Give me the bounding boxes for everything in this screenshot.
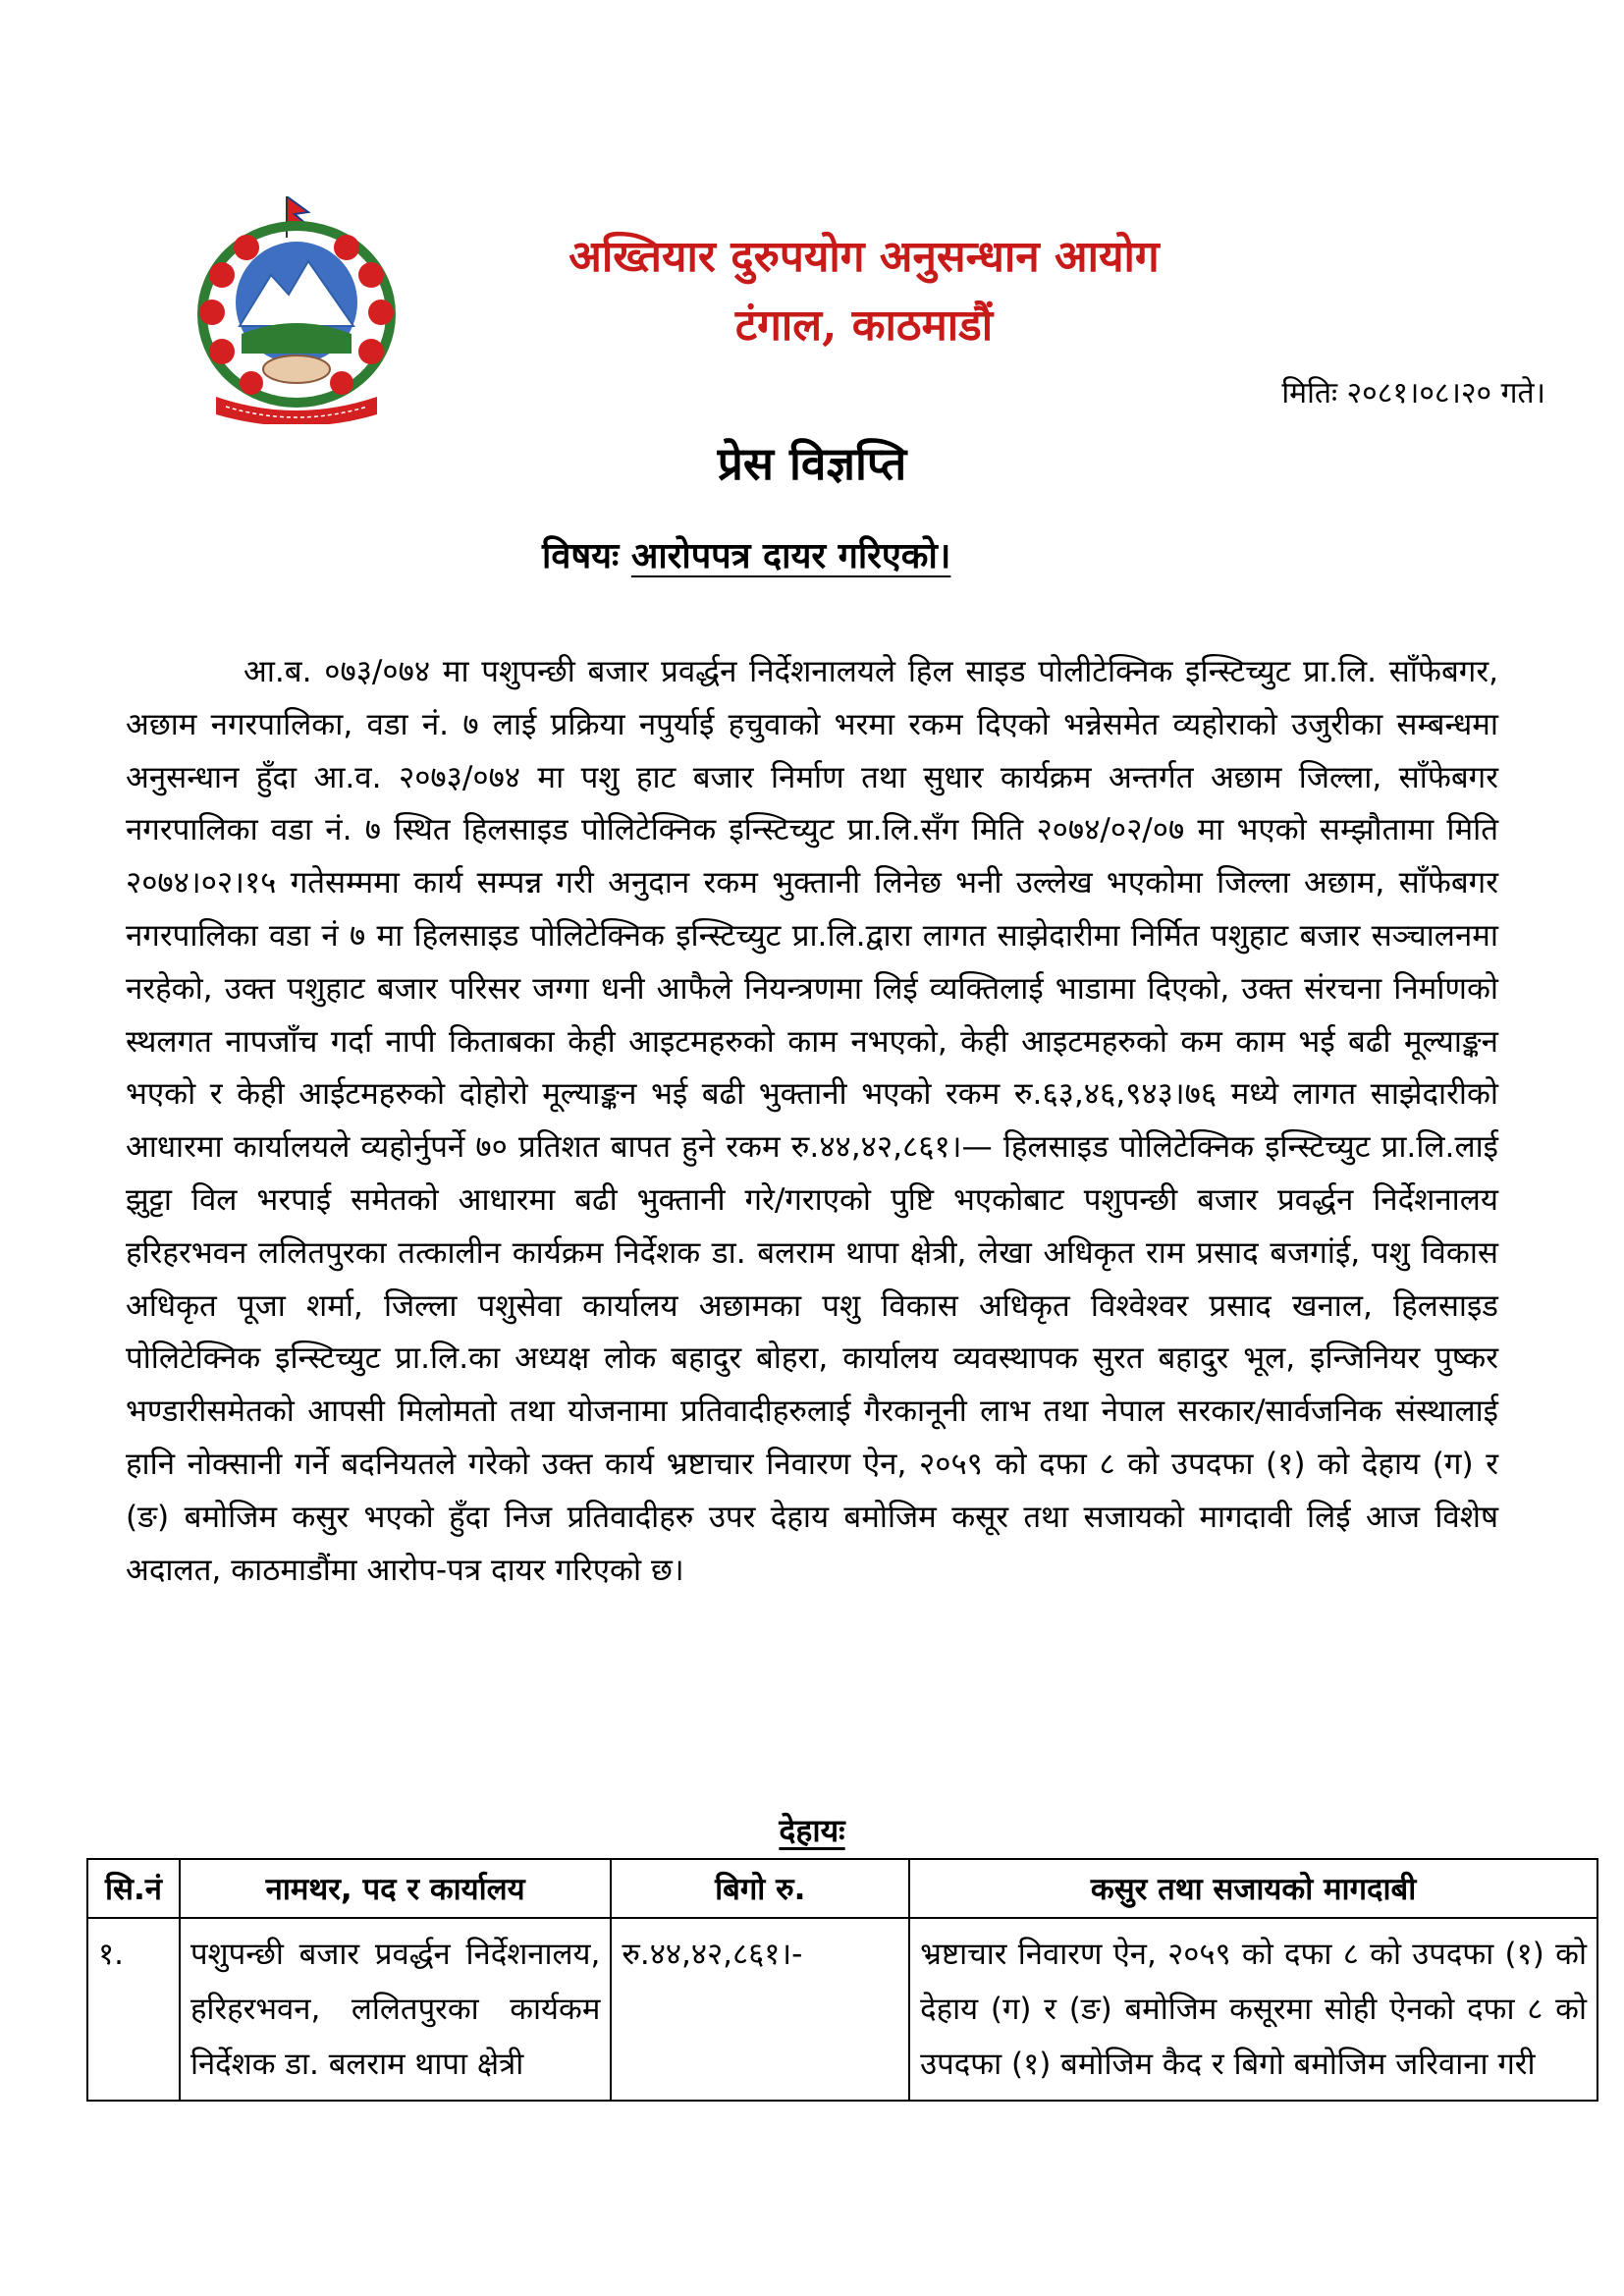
organization-address: टंगाल, काठमाडौं bbox=[734, 301, 994, 351]
header-name: नामथर, पद र कार्यालय bbox=[180, 1859, 611, 1918]
subject-value: आरोपपत्र दायर गरिएको। bbox=[630, 535, 951, 576]
page-title: प्रेस विज्ञप्ति bbox=[717, 437, 907, 490]
nepal-emblem-icon bbox=[192, 196, 401, 424]
table-caption: देहायः bbox=[779, 1812, 845, 1849]
cell-amount: रु.४४,४२,८६१।- bbox=[611, 1918, 909, 2101]
cell-charge: भ्रष्टाचार निवारण ऐन, २०५९ को दफा ८ को उपदफा (१) को देहाय (ग) र (ङ) बमोजिम कसूरमा सोही ऐनको दफा ८ को उपदफा (१) बमोजिम कैद र बिगो बमोजिम जरिवाना गरी bbox=[909, 1918, 1597, 2101]
header-serial: सि.नं bbox=[87, 1859, 180, 1918]
organization-name: अख्तियार दुरुपयोग अनुसन्धान आयोग bbox=[568, 232, 1160, 282]
body-paragraph: आ.ब. ०७३/०७४ मा पशुपन्छी बजार प्रवर्द्धन निर्देशनालयले हिल साइड पोलीटेक्निक इन्स्टिच्युट प्रा.लि. साँफेबगर, अछाम नगरपालिका, वडा नं. ७ लाई प्रक्रिया नपुर्याई हचुवाको भरमा रकम दिएको भन्नेसमेत व्यहोराको उजुरीका सम्बन्धमा अनुसन्धान हुँदा आ.व. २०७३/०७४ मा पशु हाट बजार निर्माण तथा सुधार कार्यक्रम अन्तर्गत अछाम जिल्ला, साँफेबगर नगरपालिका वडा नं. ७ स्थित हिलसाइड पोलिटेक्निक इन्स्टिच्युट प्रा.लि.सँग मिति २०७४/०२/०७ मा भएको सम्झौतामा मिति २०७४।०२।१५ गतेसम्ममा कार्य सम्पन्न गरी अनुदान रकम भुक्तानी लिनेछ भनी उल्लेख भएकोमा जिल्ला अछाम, साँफेबगर नगरपालिका वडा नं ७ मा हिलसाइड पोलिटेक्निक इन्स्टिच्युट प्रा.लि.द्वारा लागत साझेदारीमा निर्मित पशुहाट बजार सञ्चालनमा नरहेको, उक्त पशुहाट बजार परिसर जग्गा धनी आफैले नियन्त्रणमा लिई व्यक्तिलाई भाडामा दिएको, उक्त संरचना निर्माणको स्थलगत नापजाँच गर्दा नापी किताबका केही आइटमहरुको काम नभएको, केही आइटमहरुको कम काम भई बढी मूल्याङ्कन भएको र केही आईटमहरुको दोहोरो मूल्याङ्कन भई बढी भुक्तानी भएको रकम रु.६३,४६,९४३।७६ मध्ये लागत साझेदारीको आधारमा कार्यालयले व्यहोर्नुपर्ने ७० प्रतिशत बापत हुने रकम रु.४४,४२,८६१।— हिलसाइड पोलिटेक्निक इन्स्टिच्युट प्रा.लि.लाई झुट्टा विल भरपाई समेतको आधारमा बढी भुक्तानी गरे/गराएको पुष्टि भएकोबाट पशुपन्छी बजार प्रवर्द्धन निर्देशनालय हरिहरभवन ललितपुरका तत्कालीन कार्यक्रम निर्देशक डा. बलराम थापा क्षेत्री, लेखा अधिकृत राम प्रसाद बजगांई, पशु विकास अधिकृत पूजा शर्मा, जिल्ला पशुसेवा कार्यालय अछामका पशु विकास अधिकृत विश्वेश्वर प्रसाद खनाल, हिलसाइड पोलिटेक्निक इन्स्टिच्युट प्रा.लि.का अध्यक्ष लोक बहादुर बोहरा, कार्यालय व्यवस्थापक सुरत बहादुर भूल, इन्जिनियर पुष्कर भण्डारीसमेतको आपसी मिलोमतो तथा योजनामा प्रतिवादीहरुलाई गैरकानूनी लाभ तथा नेपाल सरकार/सार्वजनिक संस्थालाई हानि नोक्सानी गर्ने बदनियतले गरेको उक्त कार्य भ्रष्टाचार निवारण ऐन, २०५९ को दफा ८ को उपदफा (१) को देहाय (ग) र (ङ) बमोजिम कसुर भएको हुँदा निज प्रतिवादीहरु उपर देहाय बमोजिम कसूर तथा सजायको मागदावी लिई आज विशेष अदालत, काठमाडौंमा आरोप-पत्र दायर गरिएको छ। bbox=[126, 654, 1498, 1588]
table-row bbox=[87, 1918, 1597, 2101]
table-header-row bbox=[87, 1859, 1597, 1918]
subject-line bbox=[542, 530, 950, 578]
subject-label: विषयः bbox=[542, 535, 620, 576]
cell-serial: १. bbox=[87, 1918, 180, 2101]
charge-table bbox=[86, 1858, 1598, 2102]
cell-name: पशुपन्छी बजार प्रवर्द्धन निर्देशनालय, हरिहरभवन, ललितपुरका कार्यकम निर्देशक डा. बलराम थापा क्षेत्री bbox=[180, 1918, 611, 2101]
header-charge: कसुर तथा सजायको मागदाबी bbox=[909, 1859, 1597, 1918]
document-date: मितिः २०८१।०८।२० गते। bbox=[1281, 376, 1545, 410]
header-amount: बिगो रु. bbox=[611, 1859, 909, 1918]
